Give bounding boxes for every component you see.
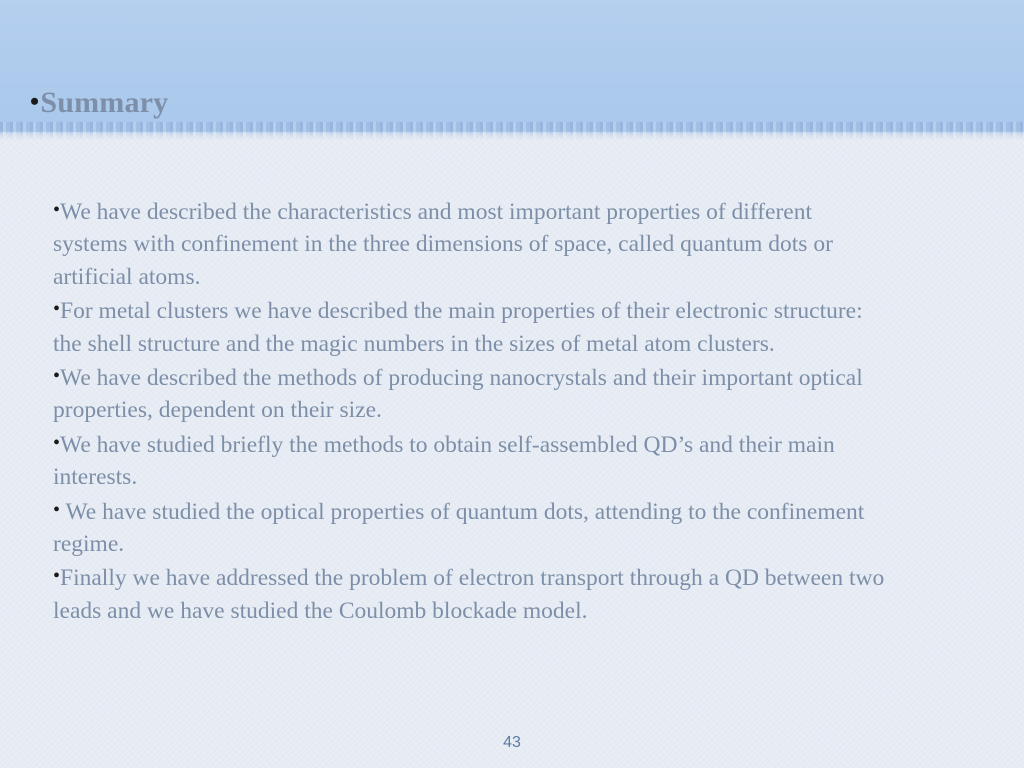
bullet-text: We have studied briefly the methods to obtain self-assembled QD’s and their main interests. — [53, 431, 835, 491]
bullet-icon: • — [53, 199, 61, 221]
bullet-text: Finally we have addressed the problem of electron transport through a QD between two leads and we have studied the Coulomb blockade model. — [53, 565, 885, 624]
bullet-icon: • — [53, 565, 61, 588]
bullet-text: For metal clusters we have described the main properties of their electronic structure: the shell structure and the magic numbers in the sizes of metal atom clusters. — [53, 298, 863, 357]
bullet-icon: • — [53, 431, 61, 454]
bullet-item — [53, 560, 1018, 627]
bullet-item — [53, 194, 1018, 293]
bullet-icon: • — [53, 365, 61, 388]
bullet-text: We have described the methods of producing nanocrystals and their important optical properties, dependent on their size. — [53, 365, 863, 424]
slide-title-text: Summary — [40, 86, 169, 119]
bullet-item — [53, 360, 1018, 427]
page-number: 43 — [503, 734, 521, 751]
bullet-list — [53, 194, 1018, 627]
title-bullet-icon: • — [30, 87, 40, 116]
header-edge — [0, 122, 1024, 140]
bullet-text: We have described the characteristics and most important properties of different systems with confinement in the three dimensions of space, called quantum dots or artificial atoms. — [53, 199, 833, 290]
bullet-item — [53, 427, 1018, 494]
slide-title — [30, 86, 168, 120]
bullet-text: We have studied the optical properties of quantum dots, attending to the confinement regime. — [53, 498, 865, 558]
bullet-icon: • — [53, 298, 61, 321]
bullet-item — [53, 494, 1018, 561]
bullet-icon: • — [53, 498, 61, 521]
bullet-item — [53, 293, 1018, 360]
